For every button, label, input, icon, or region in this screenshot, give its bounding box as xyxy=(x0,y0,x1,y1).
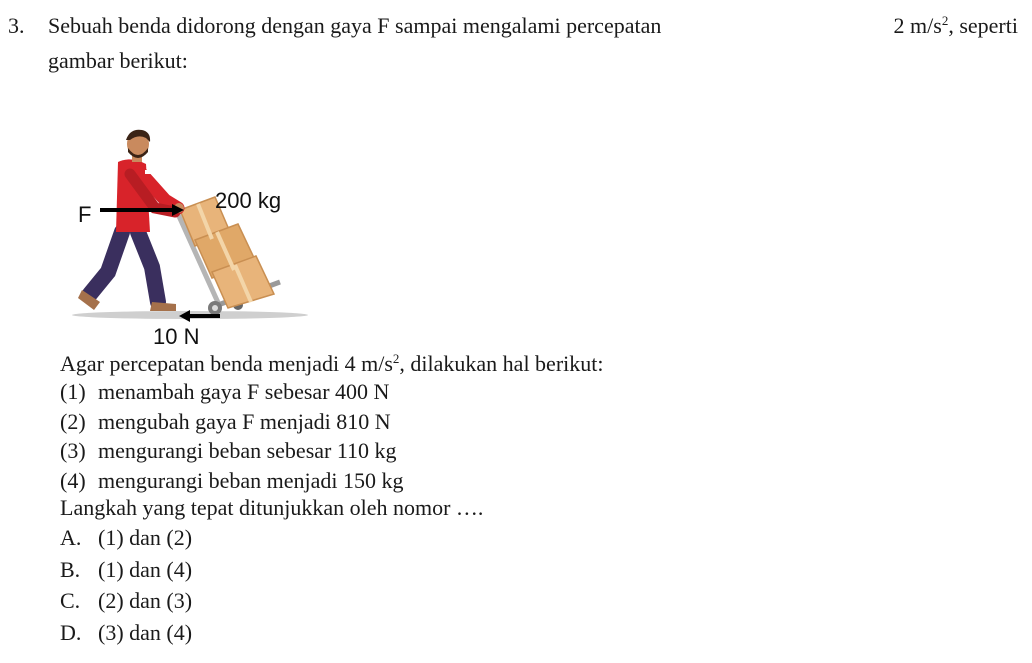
option-b[interactable]: B. (1) dan (4) xyxy=(60,556,193,582)
statement-item: (3) mengurangi beban sebesar 110 kg xyxy=(60,438,397,463)
cart-push-figure xyxy=(60,122,320,352)
statement-item: (4) mengurangi beban menjadi 150 kg xyxy=(60,467,404,493)
statement-item: (1) menambah gaya F sebesar 400 N xyxy=(60,379,390,404)
question-acceleration: 2 $m/s^2$, seperti xyxy=(893,13,1018,38)
option-c[interactable]: C. (2) dan (3) xyxy=(60,588,193,613)
option-d[interactable]: D. (3) dan (4) xyxy=(60,619,193,645)
statement-list xyxy=(60,378,403,496)
prompt: Agar percepatan benda menjadi 4 $m/s^2$, dilakukan hal berikut: xyxy=(60,351,604,376)
ask-text: Langkah yang tepat ditunjukkan oleh nomor …. xyxy=(60,495,484,520)
mass-label: 200 kg xyxy=(215,188,282,213)
question-line-2: gambar berikut: xyxy=(48,48,188,73)
question-number: 3. xyxy=(8,13,25,38)
force-label: F xyxy=(78,202,92,227)
question-line-1 xyxy=(48,12,1018,40)
friction-label: 10 N xyxy=(153,324,200,349)
option-list xyxy=(60,524,192,650)
statement-item: (2) mengubah gaya F menjadi 810 N xyxy=(60,408,391,434)
question-text: Sebuah benda didorong dengan gaya F sampai mengalami percepatan xyxy=(48,13,662,38)
option-a[interactable]: A. (1) dan (2) xyxy=(60,525,193,550)
person-pushing xyxy=(78,130,184,311)
